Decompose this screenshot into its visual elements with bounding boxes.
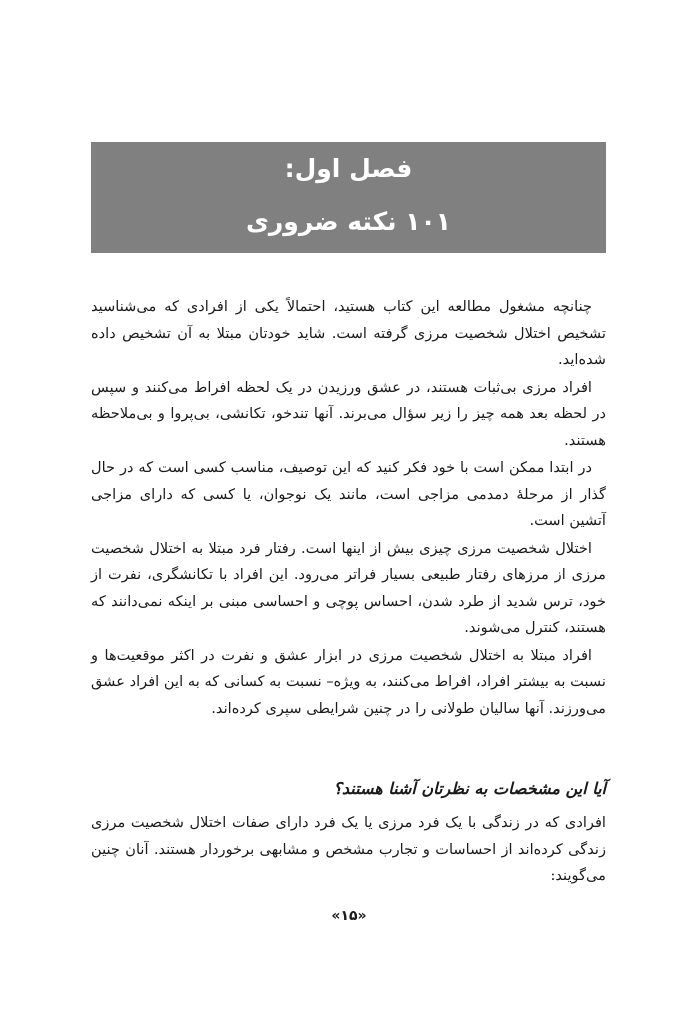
chapter-title: ۱۰۱ نکته ضروری xyxy=(245,207,452,236)
section-text: افرادی که در زندگی با یک فرد مرزی یا یک فرد دارای صفات اختلال شخصیت مرزی زندگی کرده‌اند از احساسات و تجارب مشخص و مشابهی برخوردار هستند. آنان چنین می‌گویند: xyxy=(91,814,606,884)
chapter-banner xyxy=(91,142,606,253)
paragraph-4: اختلال شخصیت مرزی چیزی بیش از اینها است. رفتار فرد مبتلا به اختلال شخصیت مرزی از مرزهای رفتار طبیعی بسیار فراتر می‌رود. این افراد با تکانشگری، نفرت از خود، ترس شدید از طرد شدن، احساس پوچی و احساسی مبنی بر اینکه نمی‌دانند که هستند، کنترل می‌شوند. xyxy=(91,539,606,636)
body-text xyxy=(91,294,606,723)
section-heading: آیا این مشخصات به نظرتان آشنا هستند؟ xyxy=(333,779,606,798)
paragraph-1: چنانچه مشغول مطالعه این کتاب هستید، احتمالاً یکی از افرادی که می‌شناسید تشخیص اختلال شخصیت مرزی گرفته است. شاید خودتان مبتلا به آن تشخیص داده شده‌اید. xyxy=(91,298,606,368)
paragraph-5: افراد مبتلا به اختلال شخصیت مرزی در ابزار عشق و نفرت در اکثر موقعیت‌ها و نسبت به بیشتر افراد، افراط می‌کنند، به ویژه– نسبت به کسانی که به این افراد عشق می‌ورزند. آنها سالیان طولانی را در چنین شرایطی سپری کرده‌اند. xyxy=(91,646,606,717)
chapter-number: فصل اول: xyxy=(284,154,413,183)
paragraph-3: در ابتدا ممکن است با خود فکر کنید که این توصیف، مناسب کسی است که در حال گذار از مرحلهٔ دمدمی مزاجی است، مانند یک نوجوان، یا کسی که دارای مزاجی آتشین است. xyxy=(91,459,606,529)
page-number: «۱۵» xyxy=(331,908,367,924)
paragraph-2: افراد مرزی بی‌ثبات هستند، در عشق ورزیدن در یک لحظه افراط می‌کنند و سپس در لحظه بعد همه چیز را زیر سؤال می‌برند. آنها تندخو، تکانشی، بی‌پروا و بی‌ملاحظه هستند. xyxy=(91,378,606,449)
